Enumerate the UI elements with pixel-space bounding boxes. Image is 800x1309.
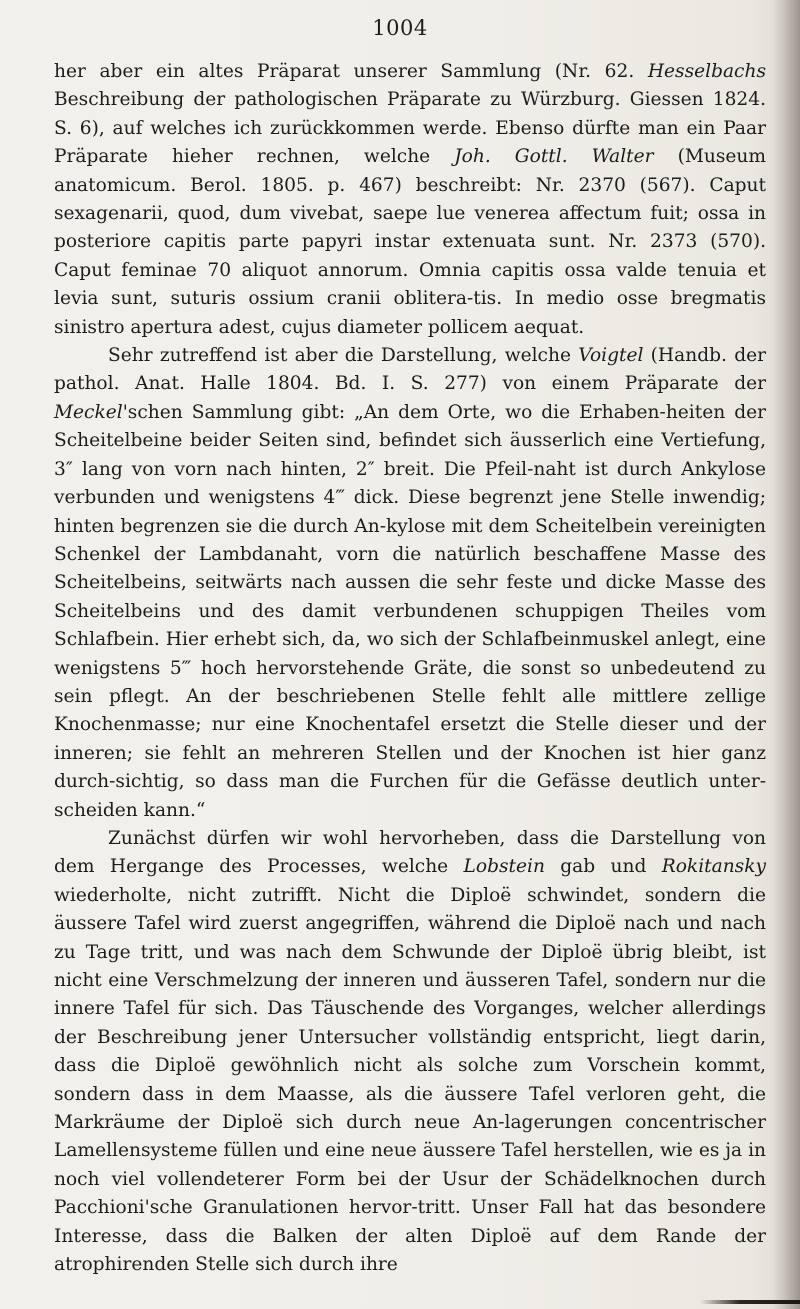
- author-name-voigtel: Voigtel: [578, 345, 644, 367]
- text-segment: her aber ein altes Präparat unserer Sammlung (Nr. 62.: [54, 61, 648, 82]
- text-segment: wiederholte, nicht zutrifft. Nicht die Diploë schwindet, sondern die äussere Tafel wird zuerst angegriffen, während die Diploë nach und nach zu Tage tritt, und was nach dem Schwunde der Diploë übrig bleibt, ist nicht eine Verschmelzung der inneren und äusseren Tafel, sondern nur die innere Tafel für sich. Das Täuschende des Vorganges, welcher allerdings der Beschreibung jener Untersucher vollständig entspricht, liegt darin, dass die Diploë gewöhnlich nicht als solche zum Vorschein kommt, sondern dass in dem Maasse, als die äussere Tafel verloren geht, die Markräume der Diploë sich durch neue An-lagerungen concentrischer Lamellensysteme füllen und eine neue äussere Tafel herstellen, wie es ja in noch viel vollendeterer Form bei der Usur der Schädelknochen durch Pacchioni'sche Granulationen hervor-tritt. Unser Fall hat das besondere Interesse, dass die Balken der alten Diploë auf dem Rande der atrophirenden Stelle sich durch ihre: [54, 884, 766, 1276]
- page-bottom-edge: [700, 1300, 800, 1304]
- paragraph-1: [54, 58, 766, 342]
- paragraph-2: [54, 342, 766, 825]
- author-name-rokitansky: Rokitansky: [661, 856, 766, 878]
- author-name-lobstein: Lobstein: [463, 856, 545, 878]
- text-segment: Zunächst dürfen wir wohl hervorheben, dass die Darstellung von dem Hergange des Processes, welche: [54, 827, 766, 878]
- author-name-meckel: Meckel: [54, 401, 123, 423]
- text-segment: Sehr zutreffend ist aber die Darstellung, welche: [108, 345, 579, 367]
- text-segment: (Handb. der pathol. Anat. Halle 1804. Bd. I. S. 277) von einem Präparate der: [54, 345, 766, 395]
- body-text: [54, 58, 766, 1279]
- text-segment: 'schen Sammlung gibt: „An dem Orte, wo die Erhaben-heiten der Scheitelbeine beider Seiten sind, befindet sich äusserlich eine Vertiefung, 3″ lang von vorn nach hinten, 2″ breit. Die Pfeil-naht ist durch Ankylose verbunden und wenigstens 4‴ dick. Diese begrenzt jene Stelle inwendig; hinten begrenzen sie die durch An-kylose mit dem Scheitelbein vereinigten Schenkel der Lambdanaht, vorn die natürlich beschaffene Masse des Scheitelbeins, seitwärts nach aussen die sehr feste und dicke Masse des Scheitelbeins und des damit verbundenen schuppigen Theiles vom Schlafbein. Hier erhebt sich, da, wo sich der Schlafbeinmuskel anlegt, eine wenigstens 5‴ hoch hervorstehende Gräte, die sonst so unbedeutend zu sein pflegt. An der beschriebenen Stelle fehlt alle mittlere zellige Knochenmasse; nur eine Knochentafel ersetzt die Stelle dieser und der inneren; sie fehlt an mehreren Stellen und der Knochen ist hier ganz durch-sichtig, so dass man die Furchen für die Gefässe deutlich unter-scheiden kann.“: [54, 401, 766, 821]
- author-name-hesselbach: Hesselbachs: [647, 61, 766, 82]
- text-segment: (Museum anatomicum. Berol. 1805. p. 467) beschreibt: Nr. 2370 (567). Caput sexagenarii, quod, dum vivebat, saepe lue venerea affectum fuit; ossa in posteriore capitis parte papyri instar extenuata sunt. Nr. 2373 (570). Caput feminae 70 aliquot annorum. Omnia capitis ossa valde tenuia et levia sunt, suturis ossium cranii oblitera-tis. In medio osse bregmatis sinistro apertura adest, cujus diameter pollicem aequat.: [54, 146, 766, 338]
- page-edge-shadow: [772, 0, 800, 1309]
- text-segment: gab und: [544, 856, 662, 878]
- page-number: 1004: [372, 16, 428, 40]
- author-name-walter: Joh. Gottl. Walter: [454, 146, 654, 168]
- paragraph-3: [54, 825, 766, 1280]
- text-segment: Beschreibung der pathologischen Präparate zu Würzburg. Giessen 1824. S. 6), auf welches ich zurückkommen werde. Ebenso dürfte man ein Paar Präparate hieher rechnen, welche: [54, 89, 766, 168]
